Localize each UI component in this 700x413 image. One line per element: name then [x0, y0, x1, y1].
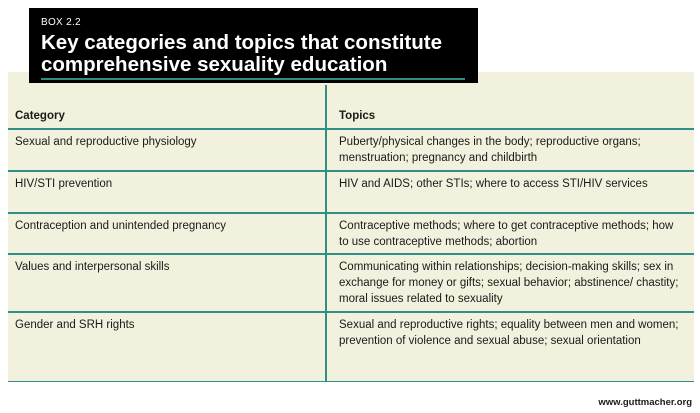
- category-cell: Sexual and reproductive physiology: [15, 136, 197, 148]
- row-divider: [8, 311, 694, 313]
- category-cell: Gender and SRH rights: [15, 319, 135, 331]
- row-divider: [8, 212, 694, 214]
- topics-cell: HIV and AIDS; other STIs; where to access STI/HIV services: [339, 178, 648, 190]
- row-divider: [8, 170, 694, 172]
- row-divider: [8, 253, 694, 255]
- topics-cell: Contraceptive methods; where to get contraceptive methods; how to use contraceptive methods; abortion: [339, 220, 674, 248]
- column-header-category: Category: [15, 110, 65, 122]
- category-cell: Contraception and unintended pregnancy: [15, 220, 226, 232]
- topics-cell: Communicating within relationships; decision-making skills; sex in exchange for money or gifts; sexual behavior; abstinence/ chastity; moral issues related to sexuality: [339, 261, 679, 305]
- source-url: www.guttmacher.org: [598, 397, 692, 408]
- title-box: [29, 8, 478, 83]
- topics-cell: Sexual and reproductive rights; equality between men and women; prevention of violence and sexual abuse; sexual orientation: [339, 319, 679, 347]
- category-cell: Values and interpersonal skills: [15, 261, 170, 273]
- box-title: Key categories and topics that constitute comprehensive sexuality education: [41, 31, 442, 76]
- category-cell: HIV/STI prevention: [15, 178, 113, 190]
- row-divider: [8, 128, 694, 130]
- column-header-topics: Topics: [339, 110, 376, 122]
- topics-cell: Puberty/physical changes in the body; reproductive organs; menstruation; pregnancy and childbirth: [339, 136, 641, 164]
- title-underline: [41, 78, 465, 80]
- box-label: BOX 2.2: [41, 17, 81, 28]
